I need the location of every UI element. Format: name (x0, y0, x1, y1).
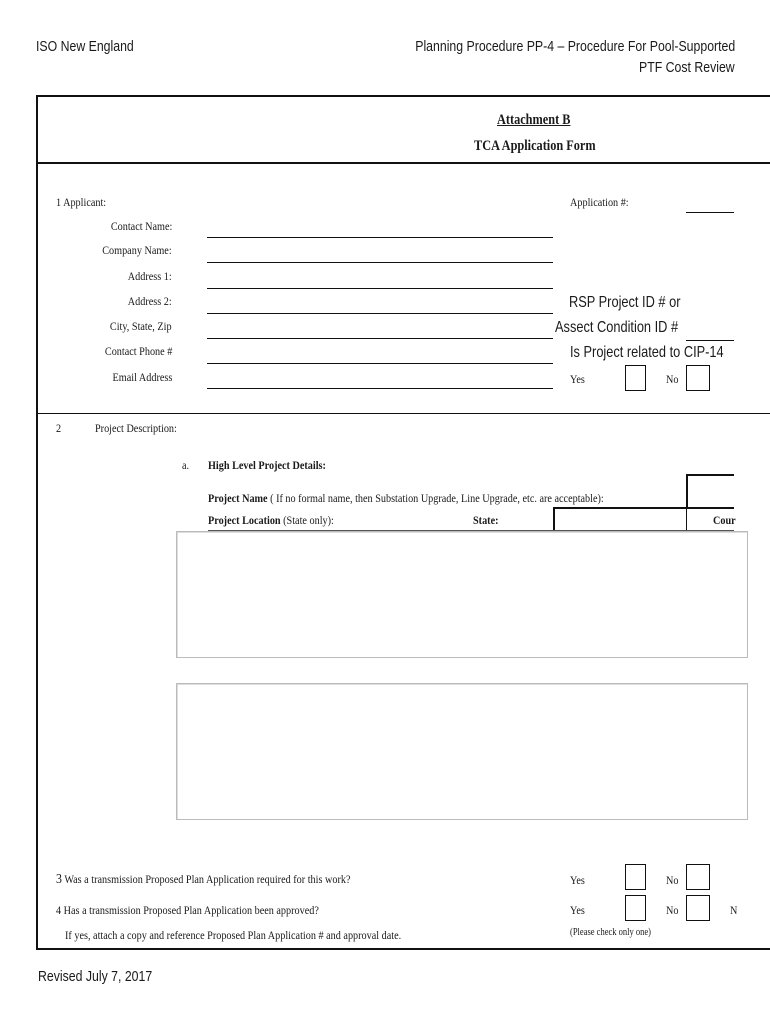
q4-no-label: No (666, 903, 679, 917)
section2-number: 2 (56, 421, 62, 435)
revised-date: Revised July 7, 2017 (38, 968, 153, 985)
company-name-field[interactable] (207, 262, 553, 263)
q3-number: 3 (56, 872, 62, 887)
email-address-label: Email Address (112, 370, 172, 384)
state-box-left (553, 507, 555, 531)
project-location-label (208, 513, 334, 528)
project-description-label: Project Description: (95, 421, 177, 435)
cip14-yes-label: Yes (570, 372, 585, 386)
q3-no-label: No (666, 873, 679, 887)
doc-title-line2: PTF Cost Review (639, 59, 735, 76)
location-box-top (553, 507, 734, 509)
company-name-label: Company Name: (102, 243, 172, 257)
project-description-textarea-2[interactable] (176, 683, 748, 820)
q4-attach-note: If yes, attach a copy and reference Proposed Plan Application # and approval date. (65, 928, 402, 942)
project-name-bold: Project Name (208, 491, 268, 505)
application-number-field[interactable] (686, 212, 734, 213)
address2-label: Address 2: (128, 294, 172, 308)
q4-extra-label: N (730, 903, 738, 917)
form-frame-top (36, 95, 770, 97)
cip14-no-checkbox[interactable] (686, 365, 710, 391)
org-name: ISO New England (36, 38, 134, 55)
contact-phone-field[interactable] (207, 363, 553, 364)
county-box-left (686, 507, 687, 531)
address1-field[interactable] (207, 288, 553, 289)
project-description-textarea-1[interactable] (176, 531, 748, 658)
q3-yes-label: Yes (570, 873, 585, 887)
cip14-no-label: No (666, 372, 679, 386)
attachment-title: Attachment B (497, 112, 571, 128)
section1-divider (36, 413, 770, 414)
email-address-field[interactable] (207, 388, 553, 389)
q4-yes-checkbox[interactable] (625, 895, 646, 921)
question3 (56, 872, 350, 888)
city-state-zip-label: City, State, Zip (110, 319, 172, 333)
title-divider (36, 162, 770, 164)
question4: 4 Has a transmission Proposed Plan Application been approved? (56, 903, 319, 917)
contact-name-label: Contact Name: (110, 219, 172, 233)
address2-field[interactable] (207, 313, 553, 314)
q4-no-checkbox[interactable] (686, 895, 710, 921)
q3-text: Was a transmission Proposed Plan Application required for this work? (64, 872, 351, 886)
high-level-details-title: High Level Project Details: (208, 458, 326, 472)
form-frame-bottom (36, 948, 770, 950)
project-name-note: ( If no formal name, then Substation Upgrade, Line Upgrade, etc. are acceptable): (267, 491, 604, 505)
project-name-box-top (686, 474, 734, 476)
state-label: State: (473, 513, 499, 527)
rsp-project-label-line1: RSP Project ID # or (569, 294, 681, 311)
city-state-zip-field[interactable] (207, 338, 553, 339)
check-only-one-note: (Please check only one) (570, 927, 651, 938)
project-name-box-left (686, 474, 688, 508)
cip14-question: Is Project related to CIP-14 (570, 344, 724, 361)
q3-yes-checkbox[interactable] (625, 864, 646, 890)
q3-no-checkbox[interactable] (686, 864, 710, 890)
project-name-label (208, 491, 604, 506)
rsp-project-id-field[interactable] (686, 340, 734, 341)
q4-yes-label: Yes (570, 903, 585, 917)
county-label: Cour (713, 513, 736, 527)
applicant-label: 1 Applicant: (56, 195, 107, 209)
application-number-label: Application #: (570, 195, 629, 209)
subsection-a-marker: a. (182, 458, 190, 472)
contact-phone-label: Contact Phone # (104, 344, 172, 358)
project-location-note: (State only): (280, 513, 334, 527)
rsp-project-label-line2: Assect Condition ID # (555, 319, 679, 336)
contact-name-field[interactable] (207, 237, 553, 238)
doc-title-line1: Planning Procedure PP-4 – Procedure For Pool-Supported (415, 38, 735, 55)
form-frame-left (36, 95, 38, 950)
address1-label: Address 1: (128, 269, 172, 283)
form-name: TCA Application Form (474, 138, 596, 154)
cip14-yes-checkbox[interactable] (625, 365, 646, 391)
project-location-bold: Project Location (208, 513, 281, 527)
